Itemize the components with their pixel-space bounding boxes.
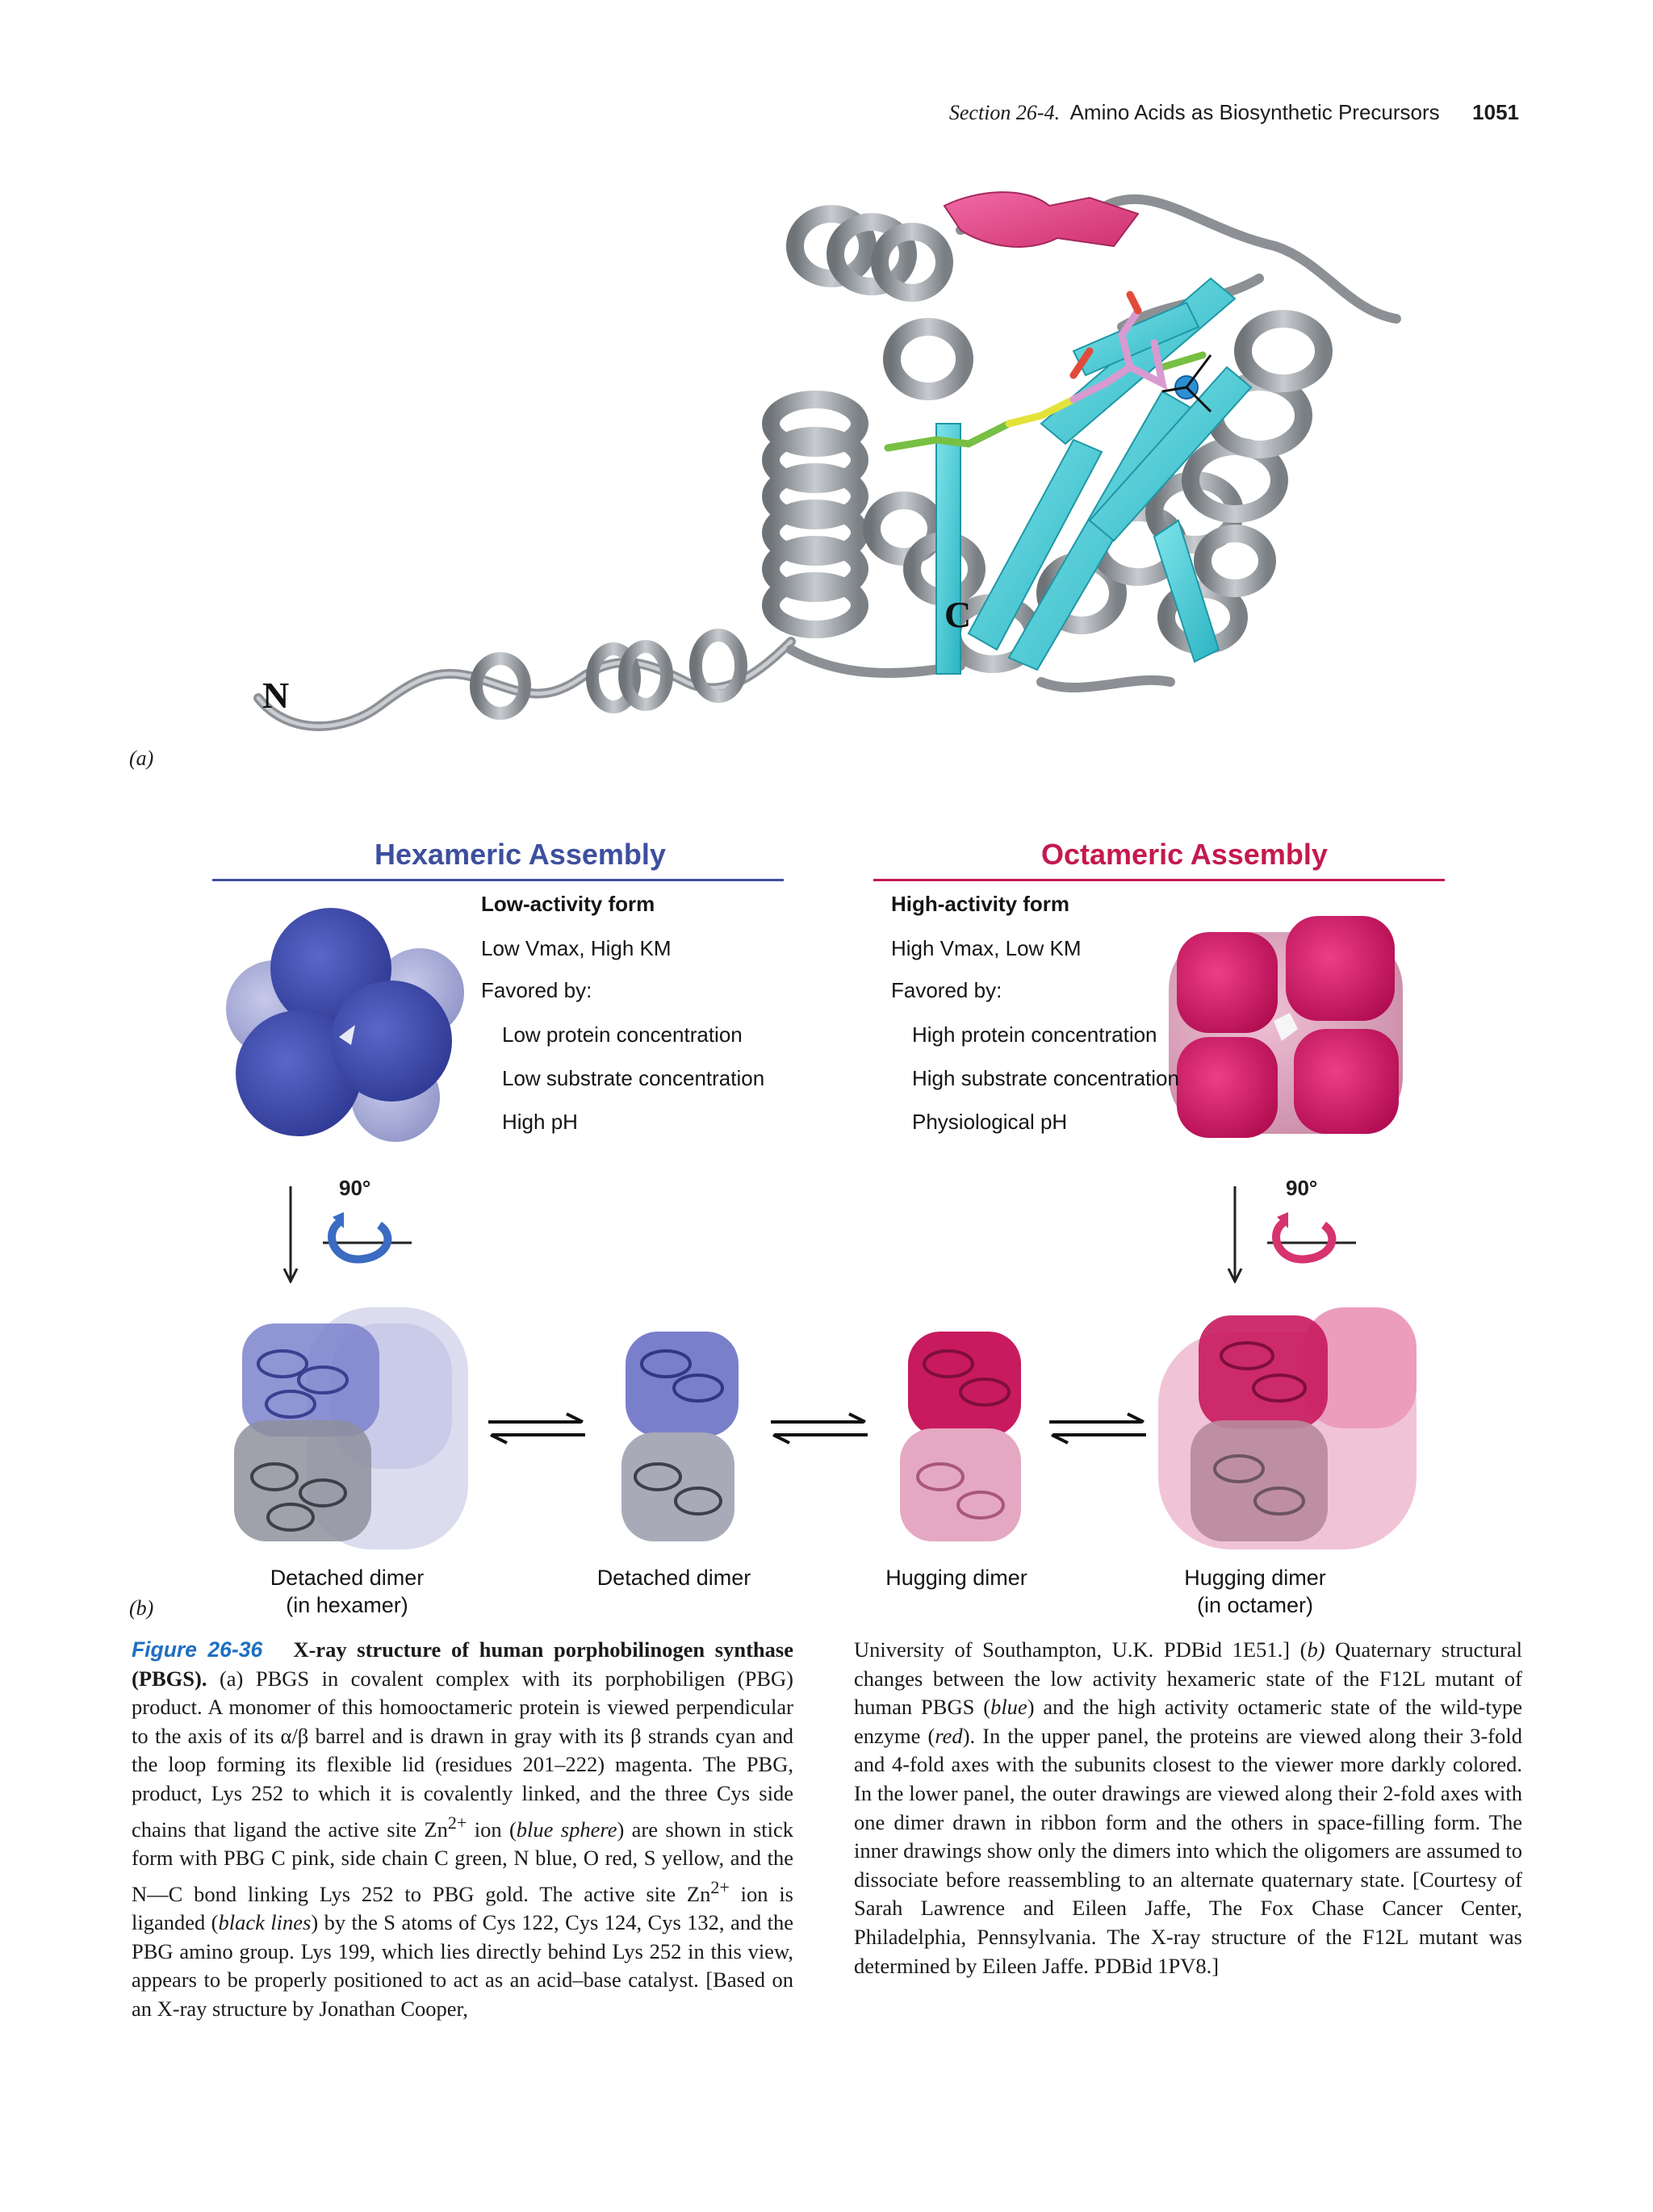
octamer-rotate-arrow-icon bbox=[1219, 1178, 1364, 1283]
pbgs-monomer-ribbon-illustration bbox=[234, 182, 1429, 763]
hexamer-kinetics: Low Vmax, High KM bbox=[481, 936, 672, 960]
figure-title: X-ray structure of human porphobilinogen synthase (PBGS). bbox=[132, 1637, 793, 1691]
hexamer-space-filling-model bbox=[218, 904, 476, 1146]
figure-caption-right-column: University of Southampton, U.K. PDBid 1E51.] (b) Quaternary structural changes between the low activity hexameric state of the F12L mutant of human PBGS (blue) and the high activity octameric state of the wild-type enzyme (red). In the upper panel, the proteins are viewed along their 3-fold and 4-fold axes with the subunits closest to the viewer more darkly colored. In the lower panel, the outer drawings are viewed along their 2-fold axes with one dimer drawn in ribbon form and the others in space-filling form. The inner drawings show only the dimers into which the oligomers are assumed to dissociate before reassembling to an alternate quaternary state. [Courtesy of Sarah Lawrence and Eileen Jaffe, The Fox Chase Cancer Center, Philadelphia, Pennsylvania. The X-ray structure of the F12L mutant was determined by Eileen Jaffe. PDBid 1PV8.] bbox=[854, 1637, 1523, 1978]
dimer-label: Hugging dimer bbox=[885, 1566, 1027, 1590]
octamer-rotation-angle: 90° bbox=[1286, 1176, 1318, 1200]
panel-a-label: (a) bbox=[129, 746, 154, 770]
detached-dimer-in-hexamer-model bbox=[218, 1299, 476, 1566]
page-number: 1051 bbox=[1472, 100, 1519, 124]
c-terminus-label: C bbox=[944, 594, 972, 635]
section-number: Section 26-4. bbox=[948, 101, 1061, 124]
hexamer-favored-condition: Low substrate concentration bbox=[502, 1066, 765, 1090]
hexameric-assembly-title: Hexameric Assembly bbox=[375, 838, 666, 871]
octamer-favored-by-label: Favored by: bbox=[891, 978, 1002, 1002]
dimer-label: Detached dimer (in hexamer) bbox=[270, 1566, 425, 1617]
octamer-favored-condition: High substrate concentration bbox=[912, 1066, 1179, 1090]
octameric-title-rule bbox=[873, 879, 1445, 881]
octameric-assembly-title: Octameric Assembly bbox=[1041, 838, 1328, 871]
dimer-label: Hugging dimer (in octamer) bbox=[1184, 1566, 1326, 1617]
hexamer-favored-condition: Low protein concentration bbox=[502, 1022, 743, 1047]
octamer-space-filling-model bbox=[1153, 900, 1419, 1158]
octamer-kinetics: High Vmax, Low KM bbox=[891, 936, 1082, 960]
hexamer-favored-by-label: Favored by: bbox=[481, 978, 592, 1002]
hugging-dimer-in-octamer-model bbox=[1150, 1299, 1425, 1566]
equilibrium-arrows-icon bbox=[484, 1412, 589, 1445]
equilibrium-arrows-icon bbox=[767, 1412, 872, 1445]
dimer-label: Detached dimer bbox=[596, 1566, 751, 1590]
figure-number: Figure 26-36 bbox=[132, 1637, 263, 1662]
hugging-dimer-model bbox=[884, 1323, 1037, 1549]
equilibrium-arrows-icon bbox=[1045, 1412, 1150, 1445]
hexamer-form-label: Low-activity form bbox=[481, 892, 655, 916]
hexameric-title-rule bbox=[212, 879, 784, 881]
section-title: Amino Acids as Biosynthetic Precursors bbox=[1069, 100, 1440, 124]
octamer-favored-condition: Physiological pH bbox=[912, 1110, 1068, 1134]
figure-caption-left-column: Figure 26-36 X-ray structure of human porphobilinogen synthase (PBGS). (a) PBGS in covalent complex with its porphobiligen (PBG) product. A monomer of this homooctameric protein is viewed perpendicular to the axis of its α/β barrel and is drawn in gray with its β strands cyan and the loop forming its flexible lid (residues 201–222) magenta. The PBG, product, Lys 252 to which it is covalently linked, and the three Cys side chains that ligand the active site $Zn^{2+}$ ion (blue sphere) are shown in stick form with PBG C pink, side chain C green, N blue, O red, S yellow, and the N—C bond linking Lys 252 to PBG gold. The active site $Zn^{2+}$ ion is liganded (black lines) by the S atoms of Cys 122, Cys 124, Cys 132, and the PBG amino group. Lys 199, which lies directly behind Lys 252 in this view, appears to be properly positioned to act as an acid–base catalyst. [Based on an X-ray structure by Jonathan Cooper, bbox=[132, 1637, 794, 2021]
running-header bbox=[949, 100, 1519, 125]
panel-b-label: (b) bbox=[129, 1596, 154, 1620]
hexamer-favored-condition: High pH bbox=[502, 1110, 578, 1134]
hexamer-rotate-arrow-icon bbox=[274, 1178, 420, 1283]
n-terminus-label: N bbox=[262, 675, 290, 716]
octamer-favored-condition: High protein concentration bbox=[912, 1022, 1157, 1047]
detached-dimer-model bbox=[609, 1323, 755, 1549]
hexamer-rotation-angle: 90° bbox=[339, 1176, 371, 1200]
octamer-form-label: High-activity form bbox=[891, 892, 1070, 916]
